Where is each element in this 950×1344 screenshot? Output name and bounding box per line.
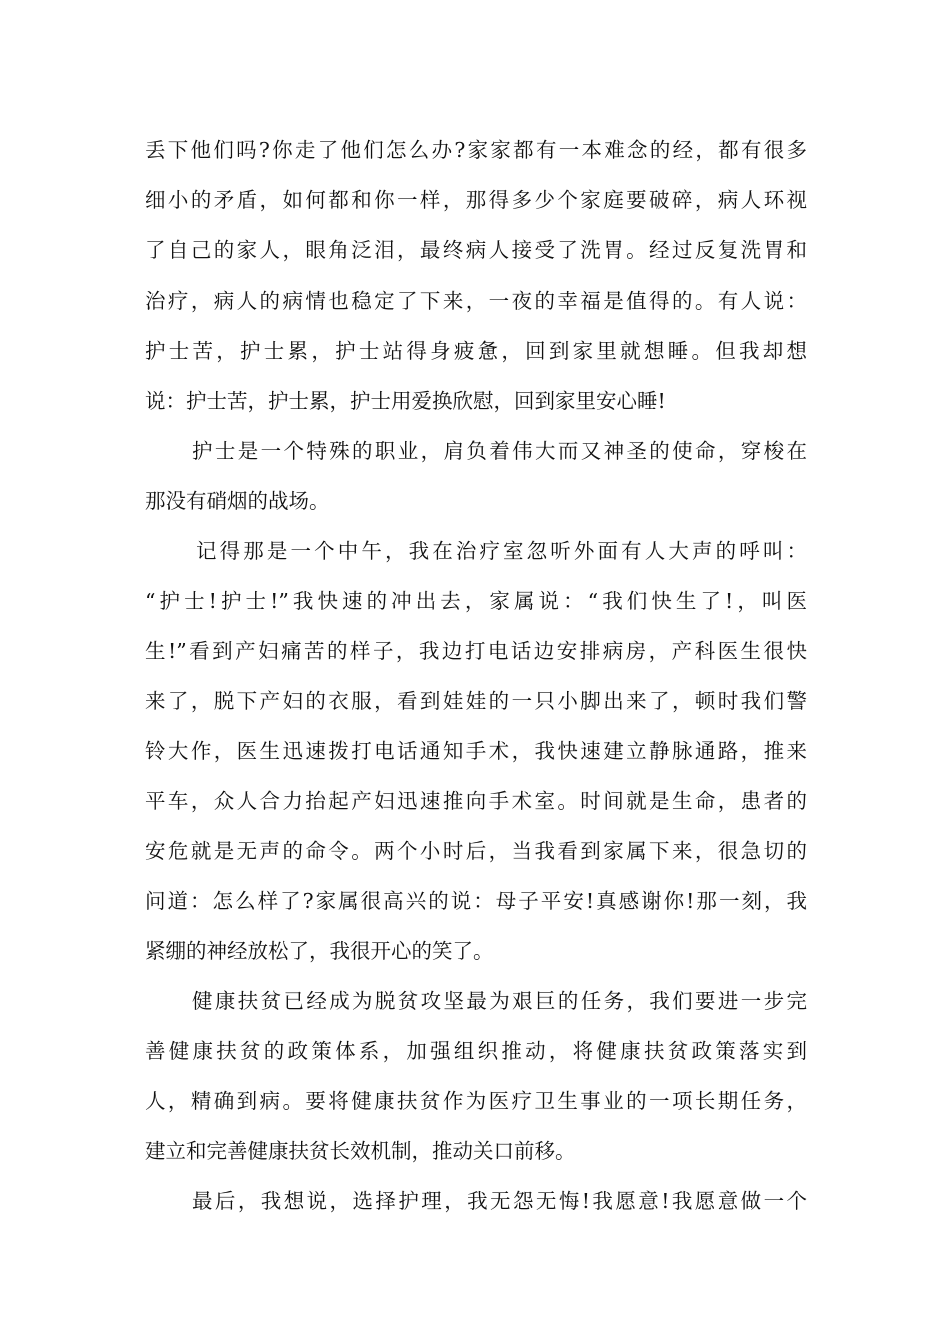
paragraph-line: 说：护士苦，护士累，护士用爱换欣慰，回到家里安心睡! [145,389,666,413]
paragraph-line: 护士是一个特殊的职业，肩负着伟大而又神圣的使命，穿梭在 [192,439,807,463]
paragraph-line: 平车，众人合力抬起产妇迅速推向手术室。时间就是生命，患者的 [145,789,807,813]
paragraph-line: 记得那是一个中午，我在治疗室忽听外面有人大声的呼叫： [196,539,807,563]
paragraph-line: 问道：怎么样了?家属很高兴的说：母子平安!真感谢你!那一刻，我 [145,889,807,913]
paragraph-line: 生!”看到产妇痛苦的样子，我边打电话边安排病房，产科医生很快 [145,639,807,663]
paragraph-line: 治疗，病人的病情也稳定了下来，一夜的幸福是值得的。有人说： [145,289,807,313]
paragraph-line: 护士苦，护士累，护士站得身疲惫，回到家里就想睡。但我却想 [145,339,807,363]
paragraph-line: 丢下他们吗?你走了他们怎么办?家家都有一本难念的经，都有很多 [145,138,807,162]
paragraph-line: 人，精确到病。要将健康扶贫作为医疗卫生事业的一项长期任务， [145,1089,807,1113]
paragraph-line: 最后，我想说，选择护理，我无怨无悔!我愿意!我愿意做一个 [192,1189,807,1213]
paragraph-line: 健康扶贫已经成为脱贫攻坚最为艰巨的任务，我们要进一步完 [192,989,807,1013]
paragraph-line: 建立和完善健康扶贫长效机制，推动关口前移。 [145,1139,576,1163]
paragraph-line: 紧绷的神经放松了，我很开心的笑了。 [145,939,494,963]
paragraph-line: 善健康扶贫的政策体系，加强组织推动，将健康扶贫政策落实到 [145,1039,807,1063]
paragraph-line: 了自己的家人，眼角泛泪，最终病人接受了洗胃。经过反复洗胃和 [145,238,807,262]
paragraph-line: “护士!护士!”我快速的冲出去，家属说：“我们快生了!，叫医 [145,589,807,613]
paragraph-line: 细小的矛盾，如何都和你一样，那得多少个家庭要破碎，病人环视 [145,188,807,212]
paragraph-line: 那没有硝烟的战场。 [145,489,330,513]
paragraph-line: 铃大作，医生迅速拨打电话通知手术，我快速建立静脉通路，推来 [145,739,807,763]
paragraph-line: 安危就是无声的命令。两个小时后，当我看到家属下来，很急切的 [145,839,807,863]
paragraph-line: 来了，脱下产妇的衣服，看到娃娃的一只小脚出来了，顿时我们警 [145,689,807,713]
